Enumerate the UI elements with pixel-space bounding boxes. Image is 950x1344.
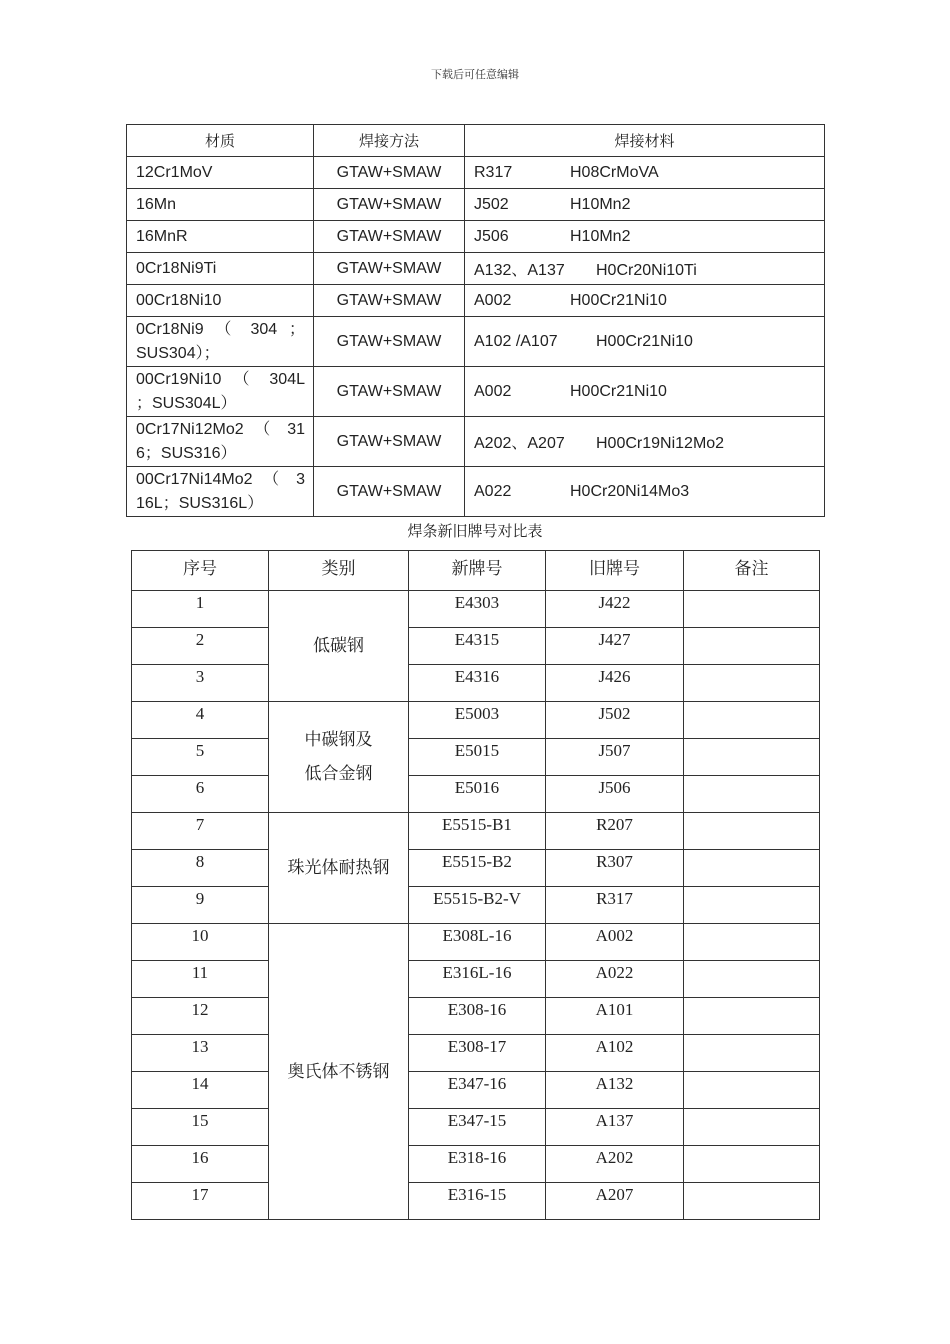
table-row <box>127 417 825 467</box>
table-row <box>132 850 820 887</box>
material-line: 16MnR <box>136 227 188 245</box>
welding-materials-table <box>126 124 825 517</box>
electrode-grade: A002 <box>474 291 512 309</box>
old-grade-cell: A101 <box>546 998 684 1035</box>
old-grade-cell: A002 <box>546 924 684 961</box>
table-row <box>132 591 820 628</box>
welding-material-cell <box>465 317 825 367</box>
new-grade-cell: E5015 <box>409 739 546 776</box>
wire-grade: H0Cr20Ni14Mo3 <box>570 482 690 500</box>
electrode-grade: A132、A137 <box>474 262 565 279</box>
material-cell <box>127 189 314 221</box>
table-row <box>132 665 820 702</box>
new-grade-cell: E318-16 <box>409 1146 546 1183</box>
welding-material-cell <box>465 253 825 285</box>
number-cell: 7 <box>132 813 269 850</box>
remarks-cell <box>684 961 820 998</box>
column-header-method: 焊接方法 <box>314 125 465 157</box>
remarks-cell <box>684 998 820 1035</box>
number-cell: 5 <box>132 739 269 776</box>
table-row <box>132 1072 820 1109</box>
table-row <box>132 1146 820 1183</box>
category-cell <box>269 924 409 1220</box>
table-row <box>132 702 820 739</box>
electrode-grade: J506 <box>474 227 509 245</box>
old-grade-cell: A132 <box>546 1072 684 1109</box>
table-row <box>132 1035 820 1072</box>
wire-grade: H00Cr21Ni10 <box>596 332 693 350</box>
new-grade-cell: E308L-16 <box>409 924 546 961</box>
method-cell: GTAW+SMAW <box>314 367 465 417</box>
remarks-cell <box>684 887 820 924</box>
new-grade-cell: E316-15 <box>409 1183 546 1220</box>
old-grade-cell: J426 <box>546 665 684 702</box>
remarks-cell <box>684 850 820 887</box>
method-cell: GTAW+SMAW <box>314 317 465 367</box>
remarks-cell <box>684 1146 820 1183</box>
number-cell: 13 <box>132 1035 269 1072</box>
table-row <box>127 367 825 417</box>
column-header-category: 类别 <box>269 551 409 591</box>
material-cell <box>127 253 314 285</box>
method-cell: GTAW+SMAW <box>314 253 465 285</box>
number-cell: 1 <box>132 591 269 628</box>
welding-material-cell <box>465 157 825 189</box>
table-row <box>127 285 825 317</box>
number-cell: 12 <box>132 998 269 1035</box>
old-grade-cell: A202 <box>546 1146 684 1183</box>
electrode-grade: R317 <box>474 163 513 181</box>
wire-grade: H08CrMoVA <box>570 163 659 181</box>
remarks-cell <box>684 1183 820 1220</box>
wire-grade: H0Cr20Ni10Ti <box>596 262 697 279</box>
remarks-cell <box>684 628 820 665</box>
electrode-grade-comparison-table <box>131 550 820 1220</box>
new-grade-cell: E4316 <box>409 665 546 702</box>
number-cell: 17 <box>132 1183 269 1220</box>
table-row <box>132 739 820 776</box>
old-grade-cell: J427 <box>546 628 684 665</box>
number-cell: 4 <box>132 702 269 739</box>
remarks-cell <box>684 702 820 739</box>
table-row <box>127 189 825 221</box>
table-row <box>127 157 825 189</box>
new-grade-cell: E316L-16 <box>409 961 546 998</box>
number-cell: 6 <box>132 776 269 813</box>
material-line: 0Cr17Ni12Mo2 （ 31 <box>136 420 305 438</box>
material-line: 0Cr18Ni9 （ 304 ； <box>136 320 305 338</box>
old-grade-cell: A137 <box>546 1109 684 1146</box>
old-grade-cell: R317 <box>546 887 684 924</box>
table-row <box>132 813 820 850</box>
material-line: 00Cr19Ni10 （ 304L <box>136 370 305 388</box>
remarks-cell <box>684 813 820 850</box>
category-cell <box>269 813 409 924</box>
table-header-row <box>132 551 820 591</box>
remarks-cell <box>684 591 820 628</box>
new-grade-cell: E347-16 <box>409 1072 546 1109</box>
table-row <box>127 253 825 285</box>
category-label: 珠光体耐热钢 <box>287 858 390 878</box>
new-grade-cell: E5515-B2 <box>409 850 546 887</box>
number-cell: 11 <box>132 961 269 998</box>
electrode-grade: A102 /A107 <box>474 332 558 350</box>
method-cell: GTAW+SMAW <box>314 467 465 517</box>
electrode-grade: A002 <box>474 382 512 400</box>
old-grade-cell: R307 <box>546 850 684 887</box>
table-row <box>127 317 825 367</box>
wire-grade: H10Mn2 <box>570 195 631 213</box>
category-cell <box>269 702 409 813</box>
table-row <box>132 1109 820 1146</box>
number-cell: 16 <box>132 1146 269 1183</box>
remarks-cell <box>684 1035 820 1072</box>
welding-material-cell <box>465 221 825 253</box>
category-label: 中碳钢及 <box>304 730 373 750</box>
material-line: 16L；SUS316L） <box>136 494 264 512</box>
page-header-note: 下载后可任意编辑 <box>431 68 519 81</box>
welding-material-cell <box>465 367 825 417</box>
table-row <box>132 961 820 998</box>
number-cell: 15 <box>132 1109 269 1146</box>
material-line: 0Cr18Ni9Ti <box>136 259 217 277</box>
wire-grade: H00Cr21Ni10 <box>570 382 667 400</box>
method-cell: GTAW+SMAW <box>314 417 465 467</box>
material-cell <box>127 367 314 417</box>
welding-material-cell <box>465 467 825 517</box>
old-grade-cell: J422 <box>546 591 684 628</box>
old-grade-cell: A207 <box>546 1183 684 1220</box>
wire-grade: H10Mn2 <box>570 227 631 245</box>
remarks-cell <box>684 776 820 813</box>
column-header-number: 序号 <box>132 551 269 591</box>
material-line: 00Cr17Ni14Mo2 （ 3 <box>136 470 305 488</box>
electrode-grade: A202、A207 <box>474 435 565 452</box>
column-header-welding-material: 焊接材料 <box>465 125 825 157</box>
column-header-material: 材质 <box>127 125 314 157</box>
new-grade-cell: E308-17 <box>409 1035 546 1072</box>
new-grade-cell: E347-15 <box>409 1109 546 1146</box>
welding-material-cell <box>465 189 825 221</box>
category-cell <box>269 591 409 702</box>
material-cell <box>127 285 314 317</box>
new-grade-cell: E308-16 <box>409 998 546 1035</box>
number-cell: 8 <box>132 850 269 887</box>
number-cell: 9 <box>132 887 269 924</box>
material-cell <box>127 157 314 189</box>
material-cell <box>127 417 314 467</box>
number-cell: 14 <box>132 1072 269 1109</box>
material-line: SUS304）； <box>136 344 220 362</box>
welding-material-cell <box>465 285 825 317</box>
table-row <box>132 998 820 1035</box>
table-caption: 焊条新旧牌号对比表 <box>407 522 543 540</box>
material-line: 12Cr1MoV <box>136 163 213 181</box>
table-row <box>127 467 825 517</box>
remarks-cell <box>684 924 820 961</box>
old-grade-cell: J507 <box>546 739 684 776</box>
table-row <box>132 924 820 961</box>
electrode-grade: J502 <box>474 195 509 213</box>
table-row <box>132 1183 820 1220</box>
method-cell: GTAW+SMAW <box>314 157 465 189</box>
old-grade-cell: A022 <box>546 961 684 998</box>
new-grade-cell: E5515-B1 <box>409 813 546 850</box>
material-line: 00Cr18Ni10 <box>136 291 222 309</box>
category-label: 低碳钢 <box>313 636 364 656</box>
category-label: 低合金钢 <box>304 764 373 784</box>
material-line: 16Mn <box>136 195 177 213</box>
new-grade-cell: E5003 <box>409 702 546 739</box>
column-header-new-grade: 新牌号 <box>409 551 546 591</box>
method-cell: GTAW+SMAW <box>314 189 465 221</box>
category-label: 奥氏体不锈钢 <box>287 1061 390 1082</box>
material-line: 6；SUS316） <box>136 444 237 462</box>
new-grade-cell: E4303 <box>409 591 546 628</box>
old-grade-cell: A102 <box>546 1035 684 1072</box>
old-grade-cell: J506 <box>546 776 684 813</box>
remarks-cell <box>684 1072 820 1109</box>
number-cell: 3 <box>132 665 269 702</box>
material-cell <box>127 221 314 253</box>
welding-material-cell <box>465 417 825 467</box>
old-grade-cell: J502 <box>546 702 684 739</box>
new-grade-cell: E4315 <box>409 628 546 665</box>
table-row <box>132 628 820 665</box>
method-cell: GTAW+SMAW <box>314 285 465 317</box>
number-cell: 2 <box>132 628 269 665</box>
material-cell <box>127 467 314 517</box>
column-header-remarks: 备注 <box>684 551 820 591</box>
electrode-grade: A022 <box>474 482 512 500</box>
remarks-cell <box>684 665 820 702</box>
material-cell <box>127 317 314 367</box>
table-row <box>127 221 825 253</box>
wire-grade: H00Cr19Ni12Mo2 <box>596 435 725 452</box>
remarks-cell <box>684 739 820 776</box>
table-row <box>132 776 820 813</box>
column-header-old-grade: 旧牌号 <box>546 551 684 591</box>
new-grade-cell: E5016 <box>409 776 546 813</box>
method-cell: GTAW+SMAW <box>314 221 465 253</box>
number-cell: 10 <box>132 924 269 961</box>
new-grade-cell: E5515-B2-V <box>409 887 546 924</box>
remarks-cell <box>684 1109 820 1146</box>
old-grade-cell: R207 <box>546 813 684 850</box>
material-line: ；SUS304L） <box>136 394 237 412</box>
wire-grade: H00Cr21Ni10 <box>570 291 667 309</box>
table-row <box>132 887 820 924</box>
table-header-row <box>127 125 825 157</box>
